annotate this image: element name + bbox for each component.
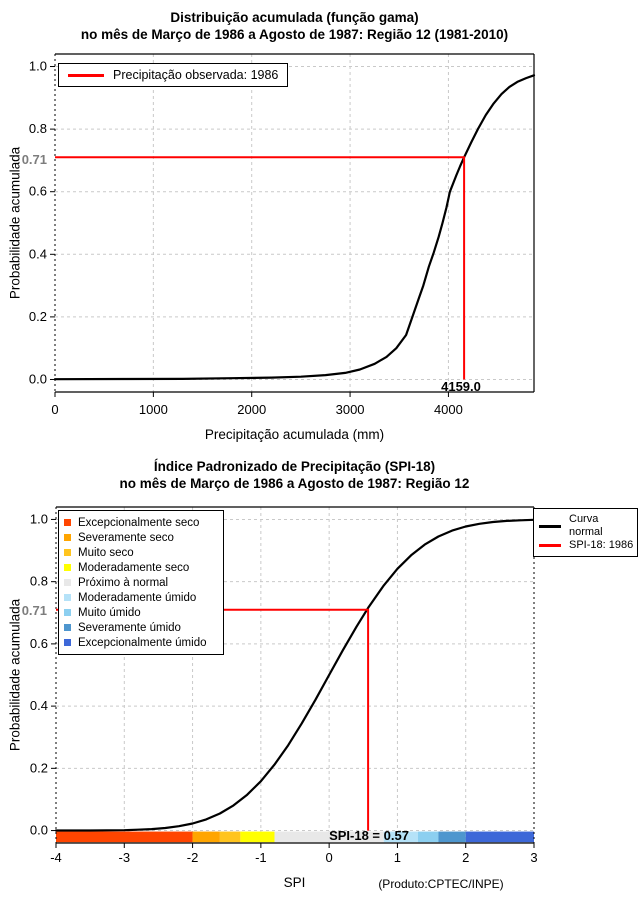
category-label: Muito úmido — [78, 606, 141, 619]
x-tick-label: -4 — [50, 850, 62, 865]
category-label: Moderadamente seco — [78, 561, 190, 574]
x-tick-label: 1 — [393, 850, 402, 865]
legend-entry-label: SPI-18: 1986 — [569, 539, 634, 551]
category-swatch — [64, 534, 71, 541]
y-tick-label: 0.0 — [28, 371, 47, 387]
category-label: Muito seco — [78, 546, 134, 559]
bottom-ref-probability-label: 0.71 — [21, 603, 47, 618]
spi-category-item — [64, 575, 218, 590]
observed-precip-line-sample — [68, 74, 104, 77]
legend-line-sample — [539, 525, 561, 528]
spi-category-item — [64, 560, 218, 575]
legend-entry — [539, 539, 632, 552]
x-tick-label: 4000 — [433, 402, 463, 417]
y-tick-label: 0.4 — [28, 246, 47, 262]
x-tick-label: 3000 — [335, 402, 365, 417]
category-label: Excepcionalmente úmido — [78, 636, 207, 649]
bottom-chart-series-legend — [533, 508, 638, 557]
colorbar-segment — [438, 832, 465, 843]
top-y-axis-label: Probabilidade acumulada — [7, 146, 23, 300]
x-tick-label: -2 — [186, 850, 199, 865]
category-label: Severamente úmido — [78, 621, 181, 634]
colorbar-segment — [220, 832, 240, 843]
y-tick-label: 0.8 — [29, 573, 48, 589]
category-swatch — [64, 564, 71, 571]
category-swatch — [64, 639, 71, 646]
spi-category-item — [64, 515, 218, 530]
x-tick-label: -3 — [118, 850, 131, 865]
spi-categories-legend — [58, 510, 224, 655]
product-label: (Produto:CPTEC/INPE) — [378, 877, 504, 891]
category-swatch — [64, 579, 71, 586]
top-ref-probability-label: 0.71 — [21, 152, 47, 167]
legend-entry — [539, 513, 632, 539]
category-swatch — [64, 624, 71, 631]
x-tick-label: 1000 — [138, 402, 168, 417]
category-label: Excepcionalmente seco — [78, 516, 200, 529]
colorbar-segment — [466, 832, 534, 843]
spi-category-item — [64, 530, 218, 545]
x-tick-label: 3 — [530, 850, 538, 865]
bottom-x-axis-label: SPI — [283, 875, 306, 890]
bottom-y-axis-label: Probabilidade acumulada — [7, 598, 23, 752]
top-chart-title-line2: no mês de Março de 1986 a Agosto de 1987: Região 12 (1981-2010) — [80, 27, 509, 42]
colorbar-segment — [193, 832, 220, 843]
colorbar-segment — [240, 832, 274, 843]
x-tick-label: 0 — [51, 402, 59, 417]
x-tick-label: -1 — [255, 850, 267, 865]
x-tick-label: 2 — [462, 850, 470, 865]
spi-category-item — [64, 590, 218, 605]
bottom-chart-title — [55, 458, 534, 492]
y-tick-label: 0.2 — [29, 760, 48, 776]
colorbar-segment — [56, 832, 193, 843]
top-chart-title — [55, 9, 534, 43]
top-ref-precipitation-label: 4159.0 — [441, 379, 481, 394]
x-tick-label: 2000 — [237, 402, 267, 417]
category-label: Severamente seco — [78, 531, 174, 544]
bottom-chart-title-line1: Índice Padronizado de Precipitação (SPI-18) — [153, 459, 436, 474]
y-tick-label: 1.0 — [29, 511, 48, 527]
reference-lines — [55, 157, 464, 379]
category-swatch — [64, 609, 71, 616]
y-tick-label: 0.6 — [28, 183, 47, 199]
top-x-axis-label: Precipitação acumulada (mm) — [204, 427, 385, 442]
category-swatch — [64, 594, 71, 601]
category-label: Moderadamente úmido — [78, 591, 197, 604]
bottom-chart-title-line2: no mês de Março de 1986 a Agosto de 1987: Região 12 — [119, 476, 470, 491]
y-tick-label: 1.0 — [28, 58, 47, 74]
legend-entry-label: Curva normal — [569, 513, 603, 538]
cdf-curve — [55, 75, 534, 379]
observed-precip-line-label: Precipitação observada: 1986 — [113, 68, 279, 82]
top-chart-title-line1: Distribuição acumulada (função gama) — [170, 10, 419, 25]
legend-line-sample — [539, 544, 561, 547]
spi-category-item — [64, 620, 218, 635]
x-tick-label: 0 — [325, 850, 333, 865]
category-swatch — [64, 549, 71, 556]
y-tick-label: 0.0 — [29, 822, 48, 838]
colorbar-segment — [418, 832, 438, 843]
spi-category-item — [64, 635, 218, 650]
y-tick-label: 0.6 — [29, 635, 48, 651]
category-label: Próximo à normal — [78, 576, 169, 589]
top-chart-legend — [58, 63, 288, 87]
y-tick-label: 0.2 — [28, 308, 47, 324]
y-tick-label: 0.8 — [28, 121, 47, 137]
y-tick-label: 0.4 — [29, 698, 48, 714]
spi-category-item — [64, 545, 218, 560]
category-swatch — [64, 519, 71, 526]
spi-value-annotation: SPI-18 = 0.57 — [329, 828, 409, 843]
spi-category-item — [64, 605, 218, 620]
